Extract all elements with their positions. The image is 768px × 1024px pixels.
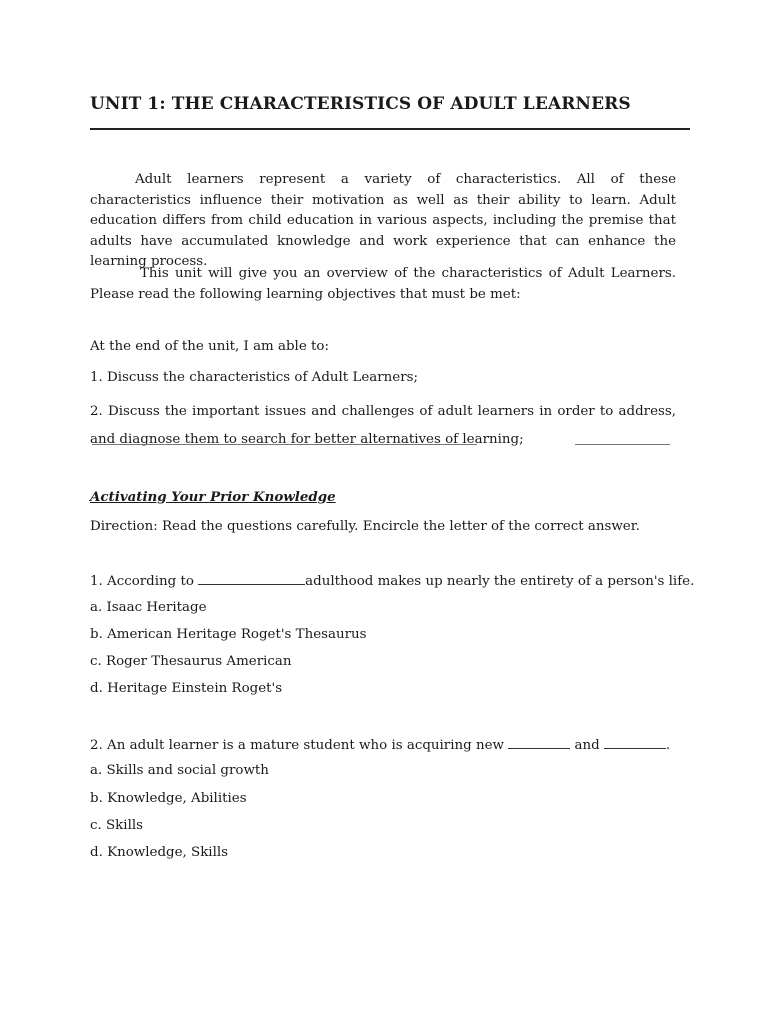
direction-text: Direction: Read the questions carefully. Encircle the letter of the correct answer. — [90, 519, 640, 534]
question-2-option-d[interactable]: d. Knowledge, Skills — [90, 845, 229, 860]
answer-blank — [604, 735, 666, 749]
intro-paragraph-2: This unit will give you an overview of the characteristics of Adult Learners. Please read the following learning objectives that must be met: — [90, 266, 676, 302]
question-2-text-after: . — [665, 738, 671, 753]
objective-underline-blank — [575, 444, 670, 445]
question-2-text-middle: and — [570, 738, 604, 753]
unit-title: UNIT 1: THE CHARACTERISTICS OF ADULT LEARNERS — [90, 94, 631, 114]
question-2-text-before: 2. An adult learner is a mature student who is acquiring new — [90, 738, 509, 753]
section-heading-prior-knowledge: Activating Your Prior Knowledge — [90, 489, 336, 505]
objective-item-1: 1. Discuss the characteristics of Adult Learners; — [90, 370, 418, 385]
question-2 — [90, 735, 670, 755]
question-1-option-c[interactable]: c. Roger Thesaurus American — [90, 654, 292, 669]
objectives-lead: At the end of the unit, I am able to: — [90, 339, 329, 354]
objective-item-2: 2. Discuss the important issues and challenges of adult learners in order to address, and diagnose them to search for better alternatives of learning; — [90, 404, 676, 447]
objective-underline — [92, 444, 477, 445]
intro-paragraph-1: Adult learners represent a variety of characteristics. All of these characteristics influence their motivation as well as their ability to learn. Adult education differs from child education in various aspects, including the premise that adults have accumulated knowledge and work experience that can enhance the learning process. — [90, 172, 676, 270]
answer-blank — [198, 571, 305, 585]
question-1-option-a[interactable]: a. Isaac Heritage — [90, 600, 207, 615]
question-1-text-before: 1. According to — [90, 574, 199, 589]
answer-blank — [508, 735, 570, 749]
question-1-text-after: adulthood makes up nearly the entirety of a person's life. — [305, 574, 695, 589]
question-1-option-b[interactable]: b. American Heritage Roget's Thesaurus — [90, 627, 367, 642]
question-2-option-a[interactable]: a. Skills and social growth — [90, 763, 269, 778]
question-1-option-d[interactable]: d. Heritage Einstein Roget's — [90, 681, 283, 696]
title-underline-divider — [90, 128, 690, 130]
question-2-option-c[interactable]: c. Skills — [90, 818, 144, 833]
question-1 — [90, 571, 694, 591]
question-2-option-b[interactable]: b. Knowledge, Abilities — [90, 791, 247, 806]
